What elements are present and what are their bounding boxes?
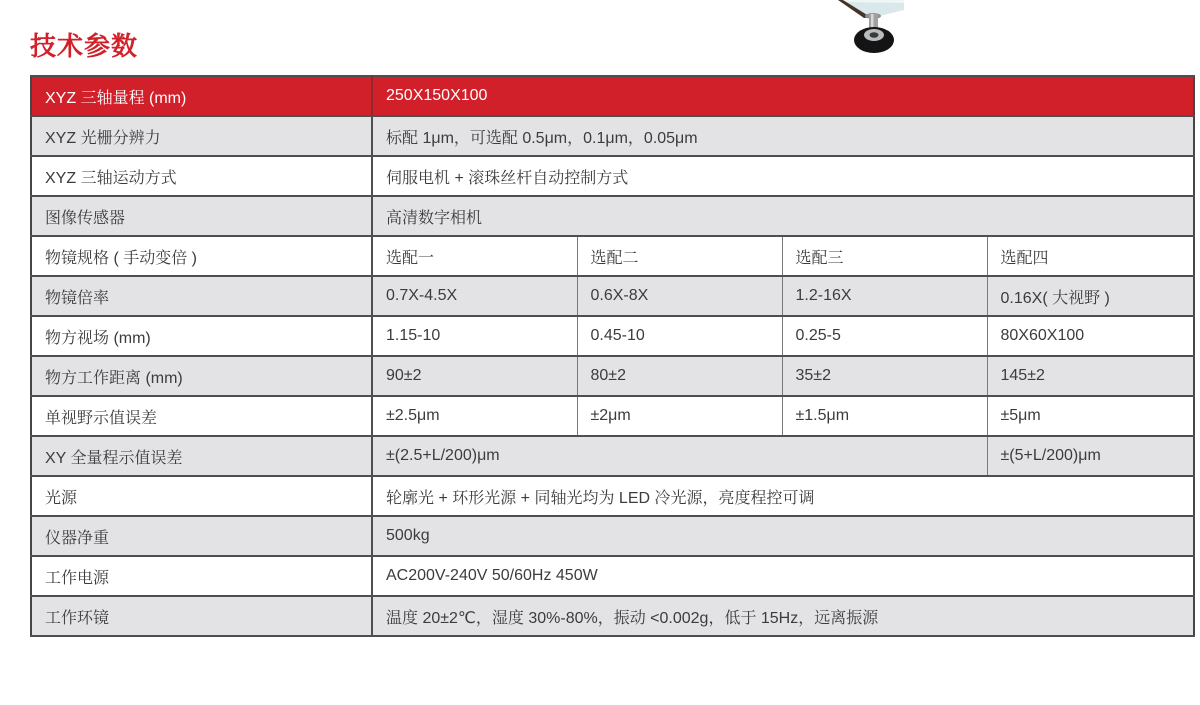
row-label: 物镜规格 ( 手动变倍 ) xyxy=(31,236,372,276)
row-value: 0.7X-4.5X xyxy=(372,276,577,316)
row-value: 选配一 xyxy=(372,236,577,276)
row-label: 工作环镜 xyxy=(31,596,372,636)
row-value: 伺服电机 + 滚珠丝杆自动控制方式 xyxy=(372,156,1194,196)
row-label: 物方工作距离 (mm) xyxy=(31,356,372,396)
row-value: 35±2 xyxy=(782,356,987,396)
row-label: 图像传感器 xyxy=(31,196,372,236)
table-row-magnification xyxy=(31,276,1194,316)
table-row-sensor xyxy=(31,196,1194,236)
table-row-power xyxy=(31,556,1194,596)
row-label: XY 全量程示值误差 xyxy=(31,436,372,476)
table-row-net-weight xyxy=(31,516,1194,556)
row-value: 1.2-16X xyxy=(782,276,987,316)
row-value: 0.25-5 xyxy=(782,316,987,356)
row-value: 145±2 xyxy=(987,356,1194,396)
foot-cap-center xyxy=(870,32,879,38)
row-value: 高清数字相机 xyxy=(372,196,1194,236)
row-value: 选配四 xyxy=(987,236,1194,276)
row-value: 温度 20±2℃，湿度 30%-80%，振动 <0.002g，低于 15Hz，远离振源 xyxy=(372,596,1194,636)
row-value: ±5μm xyxy=(987,396,1194,436)
row-label: XYZ 光栅分辨力 xyxy=(31,116,372,156)
row-value: 500kg xyxy=(372,516,1194,556)
table-row-single-view-error xyxy=(31,396,1194,436)
table-row-environment xyxy=(31,596,1194,636)
row-label: XYZ 三轴运动方式 xyxy=(31,156,372,196)
row-value: 250X150X100 xyxy=(372,76,1194,116)
page-title: 技术参数 xyxy=(30,31,139,61)
row-value: 选配二 xyxy=(577,236,782,276)
row-value: ±2μm xyxy=(577,396,782,436)
row-value: 选配三 xyxy=(782,236,987,276)
row-label: 单视野示值误差 xyxy=(31,396,372,436)
row-label: 物方视场 (mm) xyxy=(31,316,372,356)
table-row-working-distance xyxy=(31,356,1194,396)
table-row-range xyxy=(31,76,1194,116)
row-value: ±(2.5+L/200)μm xyxy=(372,436,987,476)
table-row-field-of-view xyxy=(31,316,1194,356)
row-value: 轮廓光 + 环形光源 + 同轴光均为 LED 冷光源，亮度程控可调 xyxy=(372,476,1194,516)
table-row-resolution xyxy=(31,116,1194,156)
table-row-full-range-error xyxy=(31,436,1194,476)
instrument-foot-image xyxy=(838,0,904,56)
row-value: 0.45-10 xyxy=(577,316,782,356)
row-value: 1.15-10 xyxy=(372,316,577,356)
row-value: ±2.5μm xyxy=(372,396,577,436)
table-row-motion xyxy=(31,156,1194,196)
table-row-lens-options xyxy=(31,236,1194,276)
spec-table xyxy=(30,75,1195,637)
row-value: 90±2 xyxy=(372,356,577,396)
row-value: 0.6X-8X xyxy=(577,276,782,316)
table-row-light-source xyxy=(31,476,1194,516)
row-value: ±(5+L/200)μm xyxy=(987,436,1194,476)
row-value: 80±2 xyxy=(577,356,782,396)
row-label: XYZ 三轴量程 (mm) xyxy=(31,76,372,116)
row-label: 光源 xyxy=(31,476,372,516)
row-value: 标配 1μm，可选配 0.5μm，0.1μm，0.05μm xyxy=(372,116,1194,156)
row-value: 80X60X100 xyxy=(987,316,1194,356)
row-value: 0.16X( 大视野 ) xyxy=(987,276,1194,316)
row-label: 仪器净重 xyxy=(31,516,372,556)
row-label: 工作电源 xyxy=(31,556,372,596)
row-value: AC200V-240V 50/60Hz 450W xyxy=(372,556,1194,596)
row-label: 物镜倍率 xyxy=(31,276,372,316)
row-value: ±1.5μm xyxy=(782,396,987,436)
